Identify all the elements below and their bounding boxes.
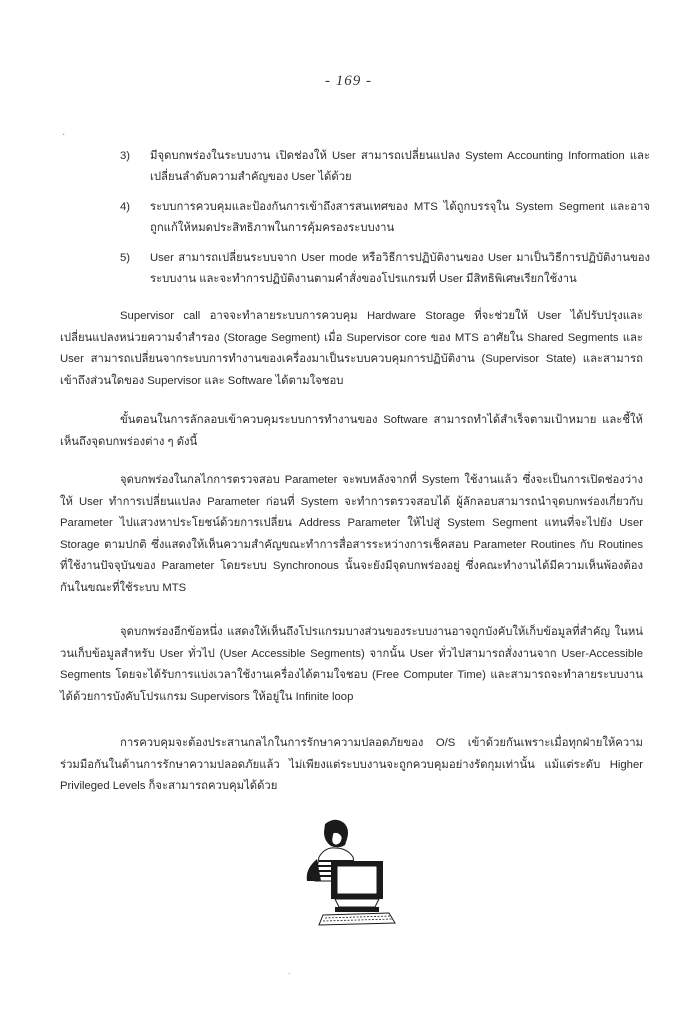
list-item-text: มีจุดบกพร่องในระบบงาน เปิดช่องให้ User สามารถเปลี่ยนแปลง System Accounting Information และเปลี่ยนลำดับความสำคัญของ User ได้ด้วย	[150, 150, 650, 183]
paragraph: จุดบกพร่องอีกข้อหนึ่ง แสดงให้เห็นถึงโปรแกรมบางส่วนของระบบงานอาจถูกบังคับให้เก็บข้อมูลที่สำคัญ ในหน่วนเก็บข้อมูลสำหรับ User ทั่วไป (User Accessible Segments) จากนั้น User ทั่วไปสามารถสั่งงานจาก User-Accessible Segments โดยจะได้รับการแบ่งเวลาใช้งานเครื่องได้ตามใจชอบ (Free Computer Time) และสามารถจะทำลายระบบงานได้ด้วยการบังคับโปรแกรม Supervisors ให้อยู่ใน Infinite loop	[60, 626, 643, 703]
scan-speck: ˙	[288, 972, 291, 982]
computer-user-illustration	[295, 815, 407, 927]
page-number: - 169 -	[325, 73, 372, 89]
monitor	[331, 861, 383, 912]
list-item	[120, 197, 650, 241]
list-item-number: 3)	[120, 150, 131, 162]
scan-speck: ˏ	[62, 125, 65, 135]
paragraph: ขั้นตอนในการลักลอบเข้าควบคุมระบบการทำงานของ Software สามารถทำได้สำเร็จตามเป้าหมาย และชี้ให้เห็นถึงจุดบกพร่องต่าง ๆ ดังนี้	[60, 414, 643, 448]
paragraph: การควบคุมจะต้องประสานกลไกในการรักษาความปลอดภัยของ O/S เข้าด้วยกันเพราะเมื่อทุกฝ่ายให้ความร่วมมือกันในด้านการรักษาความปลอดภัยแล้ว ไม่เพียงแต่ระบบงานจะถูกควบคุมอย่างรัดกุมเท่านั้น แม้แต่ระดับ Higher Privileged Levels ก็จะสามารถควบคุมได้ด้วย	[60, 737, 643, 792]
paragraph: จุดบกพร่องในกลไกการตรวจสอบ Parameter จะพบหลังจากที่ System ใช้งานแล้ว ซึ่งจะเป็นการเปิดช่องว่างให้ User ทำการเปลี่ยนแปลง Parameter ก่อนที่ System จะทำการตรวจสอบได้ ผู้ลักลอบสามารถนำจุดบกพร่องเกี่ยวกับ Parameter ไปแสวงหาประโยชน์ด้วยการเปลี่ยน Address Parameter ให้ไปสู่ System Segment แทนที่จะไปยัง User Storage ตามปกติ ซึ่งแสดงให้เห็นความสำคัญขณะทำการสื่อสารระหว่างการเช็คสอบ Parameter Routines กับ Routines ที่ใช้งานปัจจุบันของ Parameter โดยระบบ Synchronous นั้นจะยังมีจุดบกพร่องอยู่ ซึ่งคณะทำงานได้มีความเห็นพ้องต้องกันในขณะที่ใช้ระบบ MTS	[60, 474, 643, 594]
keyboard	[319, 913, 395, 925]
list-item-text: User สามารถเปลี่ยนระบบจาก User mode หรือวิธีการปฏิบัติงานของ User มาเป็นวิธีการปฏิบัติงานของระบบงาน และจะทำการปฏิบัติงานตามคำสั่งของโปรแกรมที่ User มีสิทธิพิเศษเรียกใช้งาน	[150, 252, 650, 285]
list-item-number: 5)	[120, 252, 131, 264]
paragraph: Supervisor call อาจจะทำลายระบบการควบคุม Hardware Storage ที่จะช่วยให้ User ได้ปรับปรุงและเปลี่ยนแปลงหน่วยความจำสำรอง (Storage Segment) เมื่อ Supervisor core ของ MTS อาศัยใน Shared Segments และ User สามารถเปลี่ยนจากระบบการทำงานของเครื่องมาเป็นระบบควบคุมการปฏิบัติงาน (Supervisor State) และสามารถเข้าถึงส่วนใดของ Supervisor และ Software ได้ตามใจชอบ	[60, 310, 643, 387]
list-item	[120, 146, 650, 190]
list-item	[120, 248, 650, 292]
list-item-text: ระบบการควบคุมและป้องกันการเข้าถึงสารสนเทศของ MTS ได้ถูกบรรจุใน System Segment และอาจถูกแก้ให้หมดประสิทธิภาพในการคุ้มครองระบบงาน	[150, 201, 650, 234]
list-item-number: 4)	[120, 201, 131, 213]
